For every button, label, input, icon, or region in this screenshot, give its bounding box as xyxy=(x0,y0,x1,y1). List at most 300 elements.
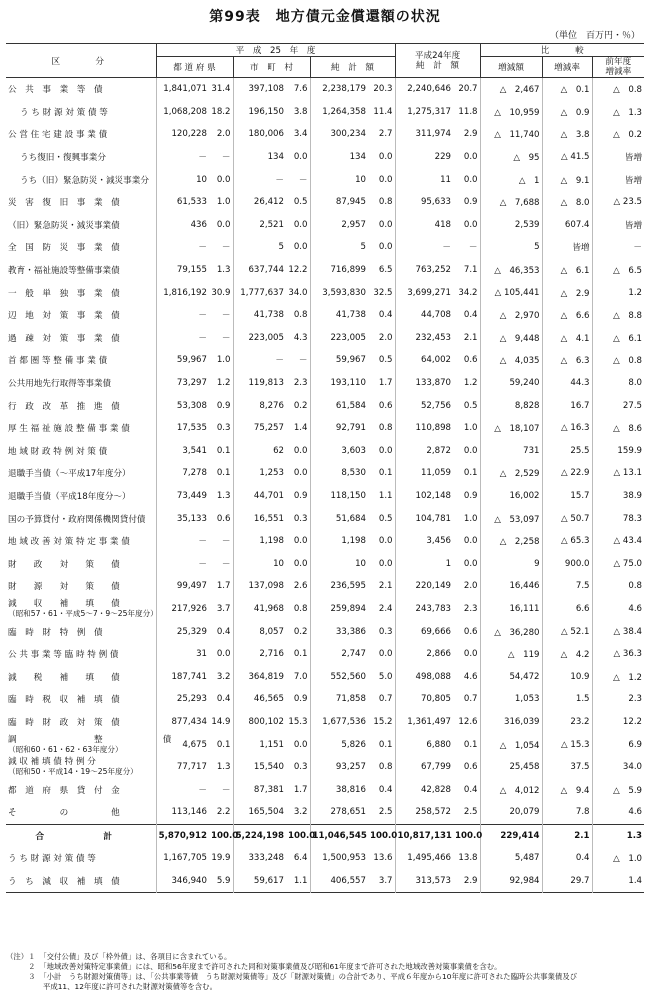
h24-share: 7.1 xyxy=(463,265,478,276)
row-label: 地 域 改 善 対 策 特 定 事 業 債 xyxy=(8,537,130,548)
row-label: そ の 他 xyxy=(8,808,120,819)
pref-value: 4,675 xyxy=(156,733,209,756)
prev-rate: △ 8.6 xyxy=(592,417,644,440)
muni-share: 34.0 xyxy=(288,287,308,298)
prev-rate: △ 1.2 xyxy=(592,665,644,688)
muni-value: 46,565 xyxy=(233,688,286,711)
muni-share: 0.0 xyxy=(293,739,308,750)
header-pref: 都 道 府 県 xyxy=(156,57,233,78)
prev-rate: 27.5 xyxy=(592,394,644,417)
net-value: 11,046,545 xyxy=(310,824,368,847)
pref-share: － xyxy=(221,243,231,254)
muni-value: 26,412 xyxy=(233,191,286,214)
net-share: 0.8 xyxy=(378,197,393,208)
muni-value: 75,257 xyxy=(233,417,286,440)
prev-rate: 6.9 xyxy=(592,733,644,756)
pref-value: 59,967 xyxy=(156,349,209,372)
net-value: 223,005 xyxy=(310,327,368,350)
diff-rate: △ 52.1 xyxy=(542,620,592,643)
row-label: 首 都 圏 等 整 備 事 業 債 xyxy=(8,356,108,367)
muni-value: 1,777,637 xyxy=(233,281,286,304)
pref-value: － xyxy=(156,304,209,327)
h24-value: 313,573 xyxy=(395,870,453,893)
prev-rate: △ 1.3 xyxy=(592,101,644,124)
pref-share: 1.7 xyxy=(216,581,231,592)
diff-value: △ 2,970 xyxy=(480,304,542,327)
h24-share: 100.0 xyxy=(453,824,480,847)
pref-value: 1,068,208 xyxy=(156,101,209,124)
net-share: 6.5 xyxy=(378,265,393,276)
header-group-h25: 平 成 25 年 度 xyxy=(156,44,395,57)
h24-value: 2,872 xyxy=(395,440,453,463)
table-row xyxy=(6,146,644,169)
row-label xyxy=(6,756,156,779)
muni-value: 59,617 xyxy=(233,870,286,893)
h24-value: 52,756 xyxy=(395,394,453,417)
muni-value: 16,551 xyxy=(233,507,286,530)
prev-rate: 皆増 xyxy=(592,214,644,237)
muni-value: 8,057 xyxy=(233,620,286,643)
net-share: 11.4 xyxy=(373,106,393,117)
diff-value: 5,487 xyxy=(480,847,542,870)
pref-value: － xyxy=(156,530,209,553)
table-row xyxy=(6,778,644,801)
row-label: 財 源 対 策 債 xyxy=(8,582,120,593)
row-label: 公 営 住 宅 建 設 事 業 債 xyxy=(8,130,108,141)
diff-rate: △ 8.0 xyxy=(542,191,592,214)
h24-value: 69,666 xyxy=(395,620,453,643)
prev-rate: 38.9 xyxy=(592,485,644,508)
h24-value: 11,059 xyxy=(395,462,453,485)
subtotal-row xyxy=(6,847,644,870)
diff-rate: 607.4 xyxy=(542,214,592,237)
header-group-compare: 比 較 xyxy=(480,44,644,57)
row-label: 臨 時 財 特 例 債 xyxy=(8,627,103,638)
prev-rate: 8.0 xyxy=(592,372,644,395)
h24-value: 3,699,271 xyxy=(395,281,453,304)
row-label-line2: （昭和50・平成14・19～25年度分） xyxy=(8,767,138,777)
net-value: 92,791 xyxy=(310,417,368,440)
table-row xyxy=(6,507,644,530)
muni-share: 0.8 xyxy=(293,603,308,614)
table-row xyxy=(6,168,644,191)
pref-share: － xyxy=(221,785,231,796)
diff-rate: 900.0 xyxy=(542,552,592,575)
diff-rate: △ 4.2 xyxy=(542,643,592,666)
net-value: 134 xyxy=(310,146,368,169)
diff-value: 316,039 xyxy=(480,711,542,734)
pref-share: 31.4 xyxy=(211,84,231,95)
h24-value: 44,708 xyxy=(395,304,453,327)
diff-rate: 1.5 xyxy=(542,688,592,711)
table-row xyxy=(6,665,644,688)
h24-value: 104,781 xyxy=(395,507,453,530)
debt-repayment-table xyxy=(6,43,644,893)
muni-share: 0.9 xyxy=(293,694,308,705)
prev-rate: △ 75.0 xyxy=(592,552,644,575)
h24-share: 20.7 xyxy=(458,84,478,95)
row-label xyxy=(6,733,172,756)
net-share: 0.1 xyxy=(378,468,393,479)
muni-share: 0.9 xyxy=(293,490,308,501)
row-label: 財 政 対 策 債 xyxy=(8,559,120,570)
h24-value: 232,453 xyxy=(395,327,453,350)
diff-rate: △ 16.3 xyxy=(542,417,592,440)
footnote-2: ２ 「地域改善対策特定事業債」には、昭和56年度まで許可された同和対策事業債及び昭和61年度まで許可された地域改善対策事業債を含む。 xyxy=(6,962,502,971)
row-label: 都 道 府 県 貸 付 金 xyxy=(8,785,120,796)
muni-share: 6.4 xyxy=(293,853,308,864)
net-share: 1.7 xyxy=(378,378,393,389)
net-share: 0.0 xyxy=(378,445,393,456)
diff-value: △ 119 xyxy=(480,643,542,666)
h24-value: 418 xyxy=(395,214,453,237)
diff-value: △ 2,467 xyxy=(480,78,542,101)
row-label: 退職手当債（平成18年度分～） xyxy=(8,491,131,502)
net-value: 87,945 xyxy=(310,191,368,214)
pref-value: － xyxy=(156,552,209,575)
pref-share: 0.6 xyxy=(216,513,231,524)
net-share: 2.4 xyxy=(378,603,393,614)
pref-value: 1,841,071 xyxy=(156,78,209,101)
diff-rate: △ 41.5 xyxy=(542,146,592,169)
pref-share: 0.0 xyxy=(216,219,231,230)
h24-share: 1.2 xyxy=(463,378,478,389)
diff-rate: 15.7 xyxy=(542,485,592,508)
diff-rate: 37.5 xyxy=(542,756,592,779)
net-value: 71,858 xyxy=(310,688,368,711)
h24-share: 0.0 xyxy=(463,152,478,163)
row-label: うち（旧）緊急防災・減災事業分 xyxy=(20,175,149,186)
pref-value: 25,329 xyxy=(156,620,209,643)
muni-share: 3.4 xyxy=(293,129,308,140)
diff-value: 9 xyxy=(480,552,542,575)
muni-share: 15.3 xyxy=(288,716,308,727)
pref-share: － xyxy=(221,559,231,570)
h24-share: 4.6 xyxy=(463,671,478,682)
table-row xyxy=(6,191,644,214)
pref-share: 0.1 xyxy=(216,739,231,750)
net-share: 1.1 xyxy=(378,490,393,501)
row-label: 辺 地 対 策 事 業 債 xyxy=(8,311,120,322)
h24-share: 0.0 xyxy=(463,219,478,230)
diff-value: 59,240 xyxy=(480,372,542,395)
net-share: 20.3 xyxy=(373,84,393,95)
diff-rate: △ 3.8 xyxy=(542,123,592,146)
h24-value: 763,252 xyxy=(395,259,453,282)
diff-value: △ 2,258 xyxy=(480,530,542,553)
pref-value: 1,816,192 xyxy=(156,281,209,304)
h24-value: 11 xyxy=(395,168,453,191)
h24-share: 0.0 xyxy=(463,174,478,185)
diff-rate: △ 65.3 xyxy=(542,530,592,553)
h24-share: 1.0 xyxy=(463,513,478,524)
muni-value: 10 xyxy=(233,552,286,575)
prev-rate: △ 36.3 xyxy=(592,643,644,666)
pref-value: － xyxy=(156,236,209,259)
prev-rate: － xyxy=(592,236,644,259)
pref-share: 0.0 xyxy=(216,174,231,185)
pref-share: 0.9 xyxy=(216,400,231,411)
pref-value: 53,308 xyxy=(156,394,209,417)
prev-rate: 12.2 xyxy=(592,711,644,734)
table-row xyxy=(6,440,644,463)
pref-value: 25,293 xyxy=(156,688,209,711)
h24-value: 498,088 xyxy=(395,665,453,688)
table-row xyxy=(6,552,644,575)
net-value: 278,651 xyxy=(310,801,368,824)
muni-value: 87,381 xyxy=(233,778,286,801)
net-value: 300,234 xyxy=(310,123,368,146)
header-prev-rate xyxy=(592,57,644,78)
pref-share: 3.2 xyxy=(216,671,231,682)
pref-share: 0.1 xyxy=(216,468,231,479)
pref-value: 877,434 xyxy=(156,711,209,734)
pref-share: 2.2 xyxy=(216,807,231,818)
h24-value: 229 xyxy=(395,146,453,169)
net-value: 1,500,953 xyxy=(310,847,368,870)
diff-rate: 23.2 xyxy=(542,711,592,734)
pref-share: 1.0 xyxy=(216,355,231,366)
h24-share: － xyxy=(468,243,478,254)
pref-value: 73,449 xyxy=(156,485,209,508)
pref-value: 61,533 xyxy=(156,191,209,214)
diff-rate: △ 9.1 xyxy=(542,168,592,191)
pref-value: 10 xyxy=(156,168,209,191)
diff-rate: △ 4.1 xyxy=(542,327,592,350)
pref-value: 31 xyxy=(156,643,209,666)
unit-label: （単位 百万円・％） xyxy=(549,31,640,41)
h24-share: 2.5 xyxy=(463,807,478,818)
row-label: 国の予算貸付・政府関係機関貸付債 xyxy=(8,514,146,525)
muni-share: 7.0 xyxy=(293,671,308,682)
h24-value: 2,240,646 xyxy=(395,78,453,101)
footnote-1: （注）１ 「交付公債」及び「枠外債」は、各項目に含まれている。 xyxy=(6,952,232,961)
net-value: 41,738 xyxy=(310,304,368,327)
net-value: 38,816 xyxy=(310,778,368,801)
muni-value: 180,006 xyxy=(233,123,286,146)
diff-value: 5 xyxy=(480,236,542,259)
prev-rate: △ 0.8 xyxy=(592,78,644,101)
net-value: 5 xyxy=(310,236,368,259)
prev-rate: 4.6 xyxy=(592,801,644,824)
diff-rate: 44.3 xyxy=(542,372,592,395)
table-row xyxy=(6,688,644,711)
pref-value: 113,146 xyxy=(156,801,209,824)
muni-share: － xyxy=(298,175,308,186)
diff-value: △ 1,054 xyxy=(480,733,542,756)
h24-share: 0.9 xyxy=(463,490,478,501)
h24-share: 0.0 xyxy=(463,445,478,456)
header-net: 純 計 額 xyxy=(310,57,395,78)
header-h24-line1: 平成24年度 xyxy=(414,50,461,61)
table-row xyxy=(6,530,644,553)
net-value: 51,684 xyxy=(310,507,368,530)
h24-share: 0.7 xyxy=(463,694,478,705)
table-row xyxy=(6,733,644,756)
pref-share: － xyxy=(221,153,231,164)
diff-rate: △ 2.9 xyxy=(542,281,592,304)
pref-share: 1.2 xyxy=(216,378,231,389)
net-value: 716,899 xyxy=(310,259,368,282)
diff-value: 731 xyxy=(480,440,542,463)
muni-share: 0.0 xyxy=(293,468,308,479)
muni-share: 0.0 xyxy=(293,219,308,230)
pref-share: － xyxy=(221,311,231,322)
net-value: 2,957 xyxy=(310,214,368,237)
pref-share: 14.9 xyxy=(211,716,231,727)
prev-rate: 0.8 xyxy=(592,575,644,598)
muni-value: － xyxy=(233,168,286,191)
pref-share: 1.3 xyxy=(216,762,231,773)
table-row xyxy=(6,801,644,824)
muni-share: 0.0 xyxy=(293,152,308,163)
muni-share: 0.2 xyxy=(293,626,308,637)
page-title: 第99表 地方債元金償還額の状況 xyxy=(209,9,441,25)
table-row xyxy=(6,756,644,779)
muni-value: 119,813 xyxy=(233,372,286,395)
net-value: 8,530 xyxy=(310,462,368,485)
table-row xyxy=(6,643,644,666)
row-label xyxy=(6,598,156,621)
h24-value: 64,002 xyxy=(395,349,453,372)
muni-value: 41,738 xyxy=(233,304,286,327)
table-row xyxy=(6,394,644,417)
muni-share: 0.0 xyxy=(293,445,308,456)
muni-share: 4.3 xyxy=(293,332,308,343)
row-label: 災 害 復 旧 事 業 債 xyxy=(8,198,120,209)
net-share: 0.4 xyxy=(378,310,393,321)
pref-share: 19.9 xyxy=(211,853,231,864)
net-value: 10 xyxy=(310,168,368,191)
pref-share: － xyxy=(221,537,231,548)
h24-value: － xyxy=(395,236,453,259)
pref-value: 17,535 xyxy=(156,417,209,440)
diff-rate: 25.5 xyxy=(542,440,592,463)
diff-rate: △ 6.3 xyxy=(542,349,592,372)
table-row xyxy=(6,214,644,237)
muni-value: 333,248 xyxy=(233,847,286,870)
diff-value: 16,446 xyxy=(480,575,542,598)
prev-rate: △ 8.8 xyxy=(592,304,644,327)
muni-share: 1.1 xyxy=(293,876,308,887)
h24-share: 34.2 xyxy=(458,287,478,298)
diff-value: △ 4,035 xyxy=(480,349,542,372)
pref-value: 73,297 xyxy=(156,372,209,395)
pref-share: 30.9 xyxy=(211,287,231,298)
row-label-line2: （昭和57・61・平成5～7・9～25年度分） xyxy=(8,608,158,618)
h24-share: 0.0 xyxy=(463,536,478,547)
pref-share: 3.7 xyxy=(216,603,231,614)
net-share: 0.1 xyxy=(378,739,393,750)
pref-value: 7,278 xyxy=(156,462,209,485)
net-value: 93,257 xyxy=(310,756,368,779)
diff-value: △ 9,448 xyxy=(480,327,542,350)
muni-value: 1,198 xyxy=(233,530,286,553)
prev-rate: 1.2 xyxy=(592,281,644,304)
muni-value: 5,224,198 xyxy=(233,824,286,847)
h24-value: 102,148 xyxy=(395,485,453,508)
h24-value: 258,572 xyxy=(395,801,453,824)
diff-value: 20,079 xyxy=(480,801,542,824)
net-value: 1,677,536 xyxy=(310,711,368,734)
diff-value: △ 4,012 xyxy=(480,778,542,801)
h24-share: 2.3 xyxy=(463,603,478,614)
row-label: 臨 時 税 収 補 填 債 xyxy=(8,695,120,706)
table-row xyxy=(6,711,644,734)
pref-value: － xyxy=(156,778,209,801)
footnote-3: ３ 「小計 うち財源対策債等」は、「公共事業等債 うち財源対策債等」及び「財源対策債」の合計であり、平成６年度から10年度に許可された臨時公共事業債及び xyxy=(6,972,578,981)
muni-value: － xyxy=(233,349,286,372)
pref-value: 77,717 xyxy=(156,756,209,779)
prev-rate: 159.9 xyxy=(592,440,644,463)
pref-share: 1.0 xyxy=(216,197,231,208)
diff-value: △ 7,688 xyxy=(480,191,542,214)
h24-share: 0.9 xyxy=(463,197,478,208)
h24-value: 1,495,466 xyxy=(395,847,453,870)
table-row xyxy=(6,349,644,372)
muni-share: 0.0 xyxy=(293,242,308,253)
row-label: 退職手当債（～平成17年度分） xyxy=(8,469,131,480)
diff-rate: 2.1 xyxy=(542,824,592,847)
h24-value: 3,456 xyxy=(395,530,453,553)
h24-share: 0.0 xyxy=(463,649,478,660)
pref-value: 3,541 xyxy=(156,440,209,463)
h24-value: 6,880 xyxy=(395,733,453,756)
row-label: （旧）緊急防災・減災事業債 xyxy=(8,220,120,231)
muni-share: 0.1 xyxy=(293,649,308,660)
subtotal-row xyxy=(6,870,644,893)
table-row xyxy=(6,372,644,395)
pref-share: 1.3 xyxy=(216,265,231,276)
footnotes xyxy=(6,952,646,992)
muni-value: 2,521 xyxy=(233,214,286,237)
net-share: 0.0 xyxy=(378,649,393,660)
muni-share: 7.6 xyxy=(293,84,308,95)
pref-value: 99,497 xyxy=(156,575,209,598)
diff-value: 92,984 xyxy=(480,870,542,893)
h24-value: 67,799 xyxy=(395,756,453,779)
h24-share: 0.4 xyxy=(463,310,478,321)
diff-value: △ 105,441 xyxy=(480,281,542,304)
muni-share: 0.0 xyxy=(293,558,308,569)
h24-value: 1,275,317 xyxy=(395,101,453,124)
row-label-line1: 減 収 補 填 債 特 例 分 xyxy=(8,757,96,768)
h24-share: 0.1 xyxy=(463,468,478,479)
diff-value: 16,002 xyxy=(480,485,542,508)
h24-share: 2.9 xyxy=(463,129,478,140)
h24-share: 0.1 xyxy=(463,739,478,750)
row-label: 教育・福祉施設等整備事業債 xyxy=(8,266,120,277)
diff-rate: △ 6.1 xyxy=(542,259,592,282)
prev-rate: 1.4 xyxy=(592,870,644,893)
net-share: 0.5 xyxy=(378,513,393,524)
h24-share: 0.5 xyxy=(463,400,478,411)
prev-rate: △ 0.2 xyxy=(592,123,644,146)
footnote-3-cont: 平成11、12年度に許可された財源対策債等を含む。 xyxy=(6,982,217,991)
prev-rate: △ 6.1 xyxy=(592,327,644,350)
net-share: 0.6 xyxy=(378,400,393,411)
row-label: 一 般 単 独 事 業 債 xyxy=(8,288,120,299)
diff-rate: 7.5 xyxy=(542,575,592,598)
h24-share: 0.6 xyxy=(463,355,478,366)
pref-value: 217,926 xyxy=(156,598,209,621)
muni-value: 364,819 xyxy=(233,665,286,688)
pref-share: － xyxy=(221,333,231,344)
net-share: 3.7 xyxy=(378,876,393,887)
muni-value: 637,744 xyxy=(233,259,286,282)
muni-share: 100.0 xyxy=(286,824,310,847)
header-h24-line2: 純 計 額 xyxy=(416,60,460,71)
